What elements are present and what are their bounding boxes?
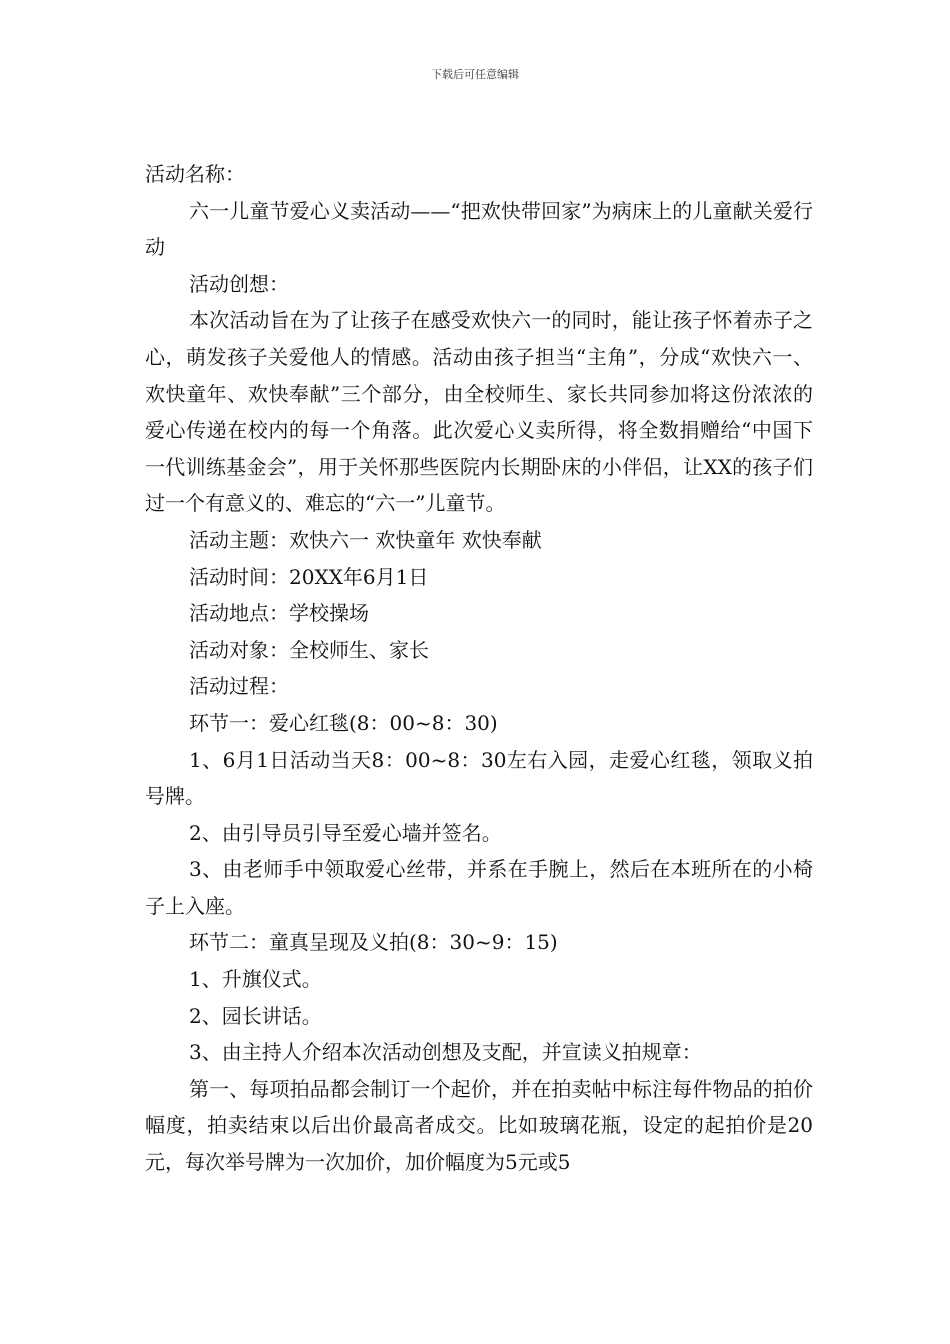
document-body: [145, 156, 813, 1181]
paragraph-audience: 活动对象：全校师生、家长: [189, 637, 429, 662]
paragraph-process-label: 活动过程：: [189, 674, 289, 699]
paragraph-stage-two-item-1: 1、升旗仪式。: [189, 967, 322, 992]
paragraph-time: 活动时间：20XX年6月1日: [189, 564, 429, 589]
paragraph-concept-label: 活动创想：: [189, 271, 289, 296]
paragraph-stage-one-item-1: 1、6月1日活动当天8：00~8：30左右入园，走爱心红毯，领取义拍号牌。: [145, 747, 813, 809]
paragraph-activity-name: 六一儿童节爱心义卖活动——“把欢快带回家”为病床上的儿童献关爱行动: [145, 198, 813, 260]
paragraph-concept: 本次活动旨在为了让孩子在感受欢快六一的同时，能让孩子怀着赤子之心，萌发孩子关爱他人的情感。活动由孩子担当“主角”，分成“欢快六一、欢快童年、欢快奉献”三个部分，由全校师生、家长共同参加将这份浓浓的爱心传递在校内的每一个角落。此次爱心义卖所得，将全数捐赠给“中国下一代训练基金会”，用于关怀那些医院内长期卧床的小伴侣，让XX的孩子们过一个有意义的、难忘的“六一”儿童节。: [145, 308, 813, 516]
paragraph-theme: 活动主题：欢快六一 欢快童年 欢快奉献: [189, 527, 542, 552]
paragraph-stage-one-item-2: 2、由引导员引导至爱心墙并签名。: [189, 820, 502, 845]
paragraph-stage-one-item-3: 3、由老师手中领取爱心丝带，并系在手腕上，然后在本班所在的小椅子上入座。: [145, 857, 813, 918]
paragraph-rule-one: 第一、每项拍品都会制订一个起价，并在拍卖帖中标注每件物品的拍价幅度，拍卖结束以后出价最高者成交。比如玻璃花瓶，设定的起拍价是20元，每次举号牌为一次加价，加价幅度为5元或5: [145, 1076, 813, 1175]
paragraph-stage-two-item-2: 2、园长讲话。: [189, 1003, 322, 1028]
paragraph-stage-two-item-3: 3、由主持人介绍本次活动创想及支配，并宣读义拍规章：: [189, 1040, 702, 1065]
paragraph-location: 活动地点：学校操场: [189, 601, 369, 626]
paragraph-stage-one: 环节一：爱心红毯(8：00~8：30): [189, 710, 498, 735]
paragraph-stage-two: 环节二：童真呈现及义拍(8：30~9：15): [189, 930, 558, 955]
page-header: 下载后可任意编辑: [431, 68, 519, 81]
paragraph-activity-name-label: 活动名称：: [145, 162, 245, 186]
